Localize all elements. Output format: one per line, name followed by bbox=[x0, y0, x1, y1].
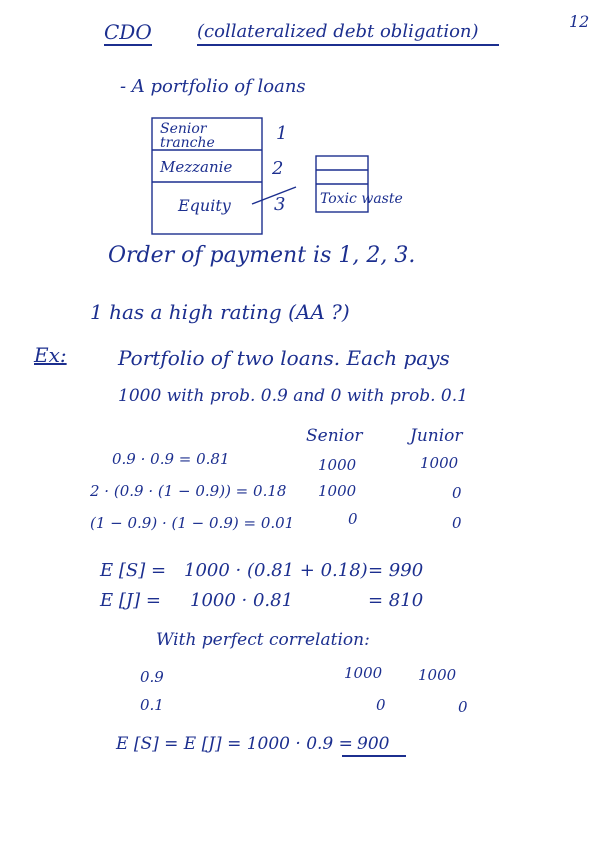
example-line-2: 1000 with prob. 0.9 and 0 with prob. 0.1 bbox=[118, 386, 468, 406]
example-label: Ex: bbox=[34, 343, 67, 367]
rating-note: 1 has a high rating (AA ?) bbox=[90, 300, 350, 324]
page-number: 12 bbox=[569, 12, 590, 31]
pc-final-equation: E [S] = E [J] = 1000 · 0.9 = bbox=[116, 734, 353, 754]
tranche-equity-number: 3 bbox=[274, 194, 286, 215]
pc-row-2-junior: 0 bbox=[458, 698, 468, 716]
expectation-senior-lhs: E [S] = bbox=[100, 560, 167, 581]
pc-row-2-prob: 0.1 bbox=[140, 696, 164, 714]
pc-row-1-senior: 1000 bbox=[344, 664, 383, 682]
pc-row-1-junior: 1000 bbox=[418, 666, 457, 684]
table-row-1-senior: 1000 bbox=[318, 456, 357, 474]
table-row-3-junior: 0 bbox=[452, 514, 462, 532]
table-row-3-senior: 0 bbox=[348, 510, 358, 528]
intro-line: - A portfolio of loans bbox=[120, 76, 306, 97]
expectation-junior-expr: 1000 · 0.81 bbox=[190, 590, 294, 611]
toxic-waste-label: Toxic waste bbox=[320, 191, 403, 207]
title-full: (collateralized debt obligation) bbox=[197, 21, 479, 42]
title-acronym: CDO bbox=[104, 20, 152, 44]
pc-final-result: 900 bbox=[357, 734, 390, 754]
pc-final-result-underline bbox=[342, 755, 406, 757]
expectation-junior-result: = 810 bbox=[368, 590, 424, 611]
tranche-mezzanine-label: Mezzanie bbox=[160, 158, 233, 176]
table-row-2-senior: 1000 bbox=[318, 482, 357, 500]
tranche-mezzanine-number: 2 bbox=[272, 158, 284, 179]
expectation-senior-result: = 990 bbox=[368, 560, 424, 581]
example-line-1: Portfolio of two loans. Each pays bbox=[118, 346, 450, 370]
tranche-senior-label: Senior tranche bbox=[160, 121, 215, 151]
table-row-1-junior: 1000 bbox=[420, 454, 459, 472]
pc-row-1-prob: 0.9 bbox=[140, 668, 164, 686]
perfect-correlation-heading: With perfect correlation: bbox=[156, 630, 370, 650]
table-row-3-prob: (1 − 0.9) · (1 − 0.9) = 0.01 bbox=[90, 514, 295, 532]
tranche-equity-label: Equity bbox=[178, 196, 231, 215]
expectation-junior-lhs: E [J] = bbox=[100, 590, 161, 611]
table-row-1-prob: 0.9 · 0.9 = 0.81 bbox=[112, 450, 230, 468]
header-senior: Senior bbox=[306, 426, 363, 446]
expectation-senior-expr: 1000 · (0.81 + 0.18) bbox=[184, 560, 368, 581]
pc-row-2-senior: 0 bbox=[376, 696, 386, 714]
table-row-2-prob: 2 · (0.9 · (1 − 0.9)) = 0.18 bbox=[90, 482, 287, 500]
tranche-senior-number: 1 bbox=[276, 123, 288, 144]
table-row-2-junior: 0 bbox=[452, 484, 462, 502]
header-junior: Junior bbox=[410, 426, 463, 446]
order-of-payment: Order of payment is 1, 2, 3. bbox=[108, 243, 416, 268]
